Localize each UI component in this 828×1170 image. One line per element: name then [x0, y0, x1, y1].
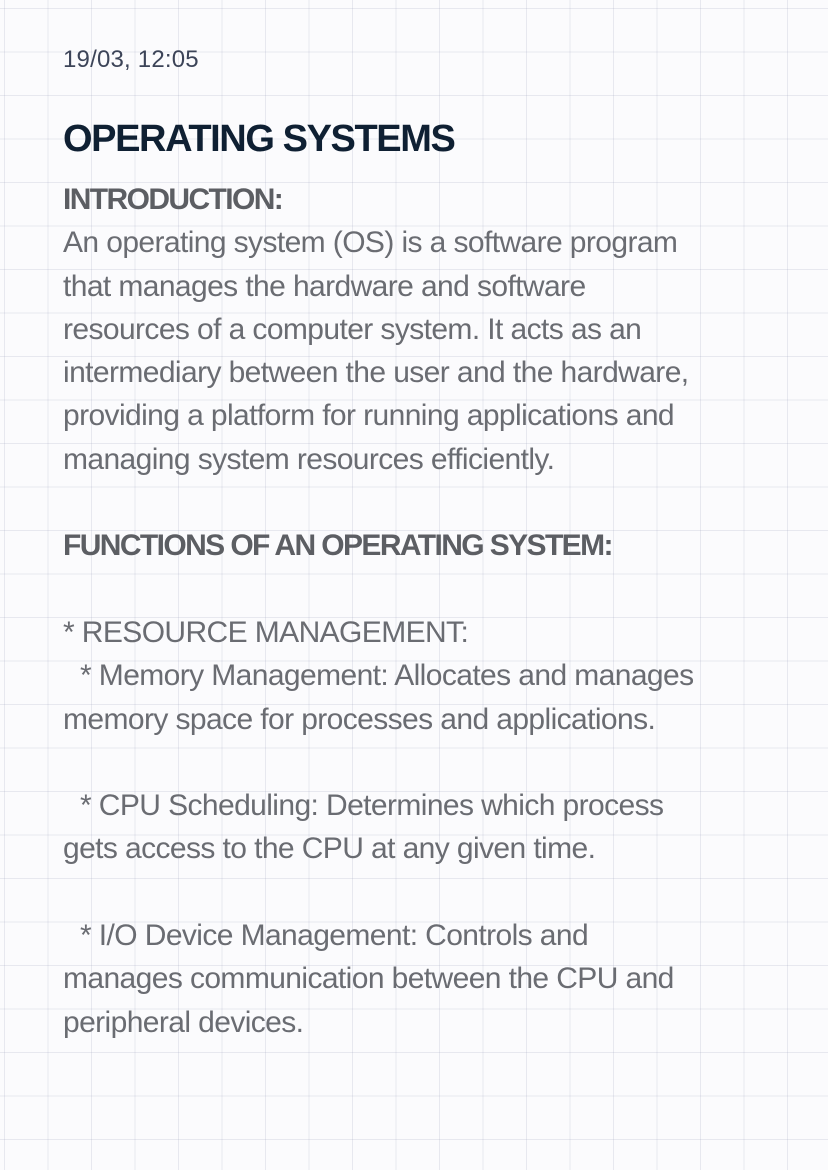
intro-paragraph: An operating system (OS) is a software program that manages the hardware and software resources of a computer system. It acts as an intermediary between the user and the hardware, providing a platform for running applications and managing system resources efficiently.	[63, 226, 689, 476]
note-content	[63, 42, 773, 1044]
note-timestamp: 19/03, 12:05	[63, 46, 199, 73]
spacer	[63, 741, 773, 784]
list-item-continuation: memory space for processes and applications.	[63, 702, 656, 736]
list-item-continuation: manages communication between the CPU and peripheral devices.	[63, 962, 674, 1039]
spacer	[63, 481, 773, 524]
spacer	[63, 568, 773, 611]
spacer	[63, 871, 773, 914]
list-item-first-line: * Memory Management: Allocates and manages	[80, 659, 694, 693]
functions-heading: FUNCTIONS OF AN OPERATING SYSTEM:	[63, 529, 612, 563]
list-item-continuation: gets access to the CPU at any given time.	[63, 832, 596, 866]
note-body	[63, 178, 773, 1044]
list-item-first-line: * CPU Scheduling: Determines which process	[80, 789, 664, 823]
list-item-first-line: * I/O Device Management: Controls and	[80, 919, 589, 953]
resource-management-heading: * RESOURCE MANAGEMENT:	[63, 615, 469, 649]
list-item-cpu-scheduling	[63, 784, 773, 871]
note-title: OPERATING SYSTEMS	[63, 118, 455, 160]
list-item-io-device-management	[63, 914, 773, 1044]
list-item-memory-management	[63, 654, 773, 741]
intro-heading: INTRODUCTION:	[63, 183, 283, 216]
